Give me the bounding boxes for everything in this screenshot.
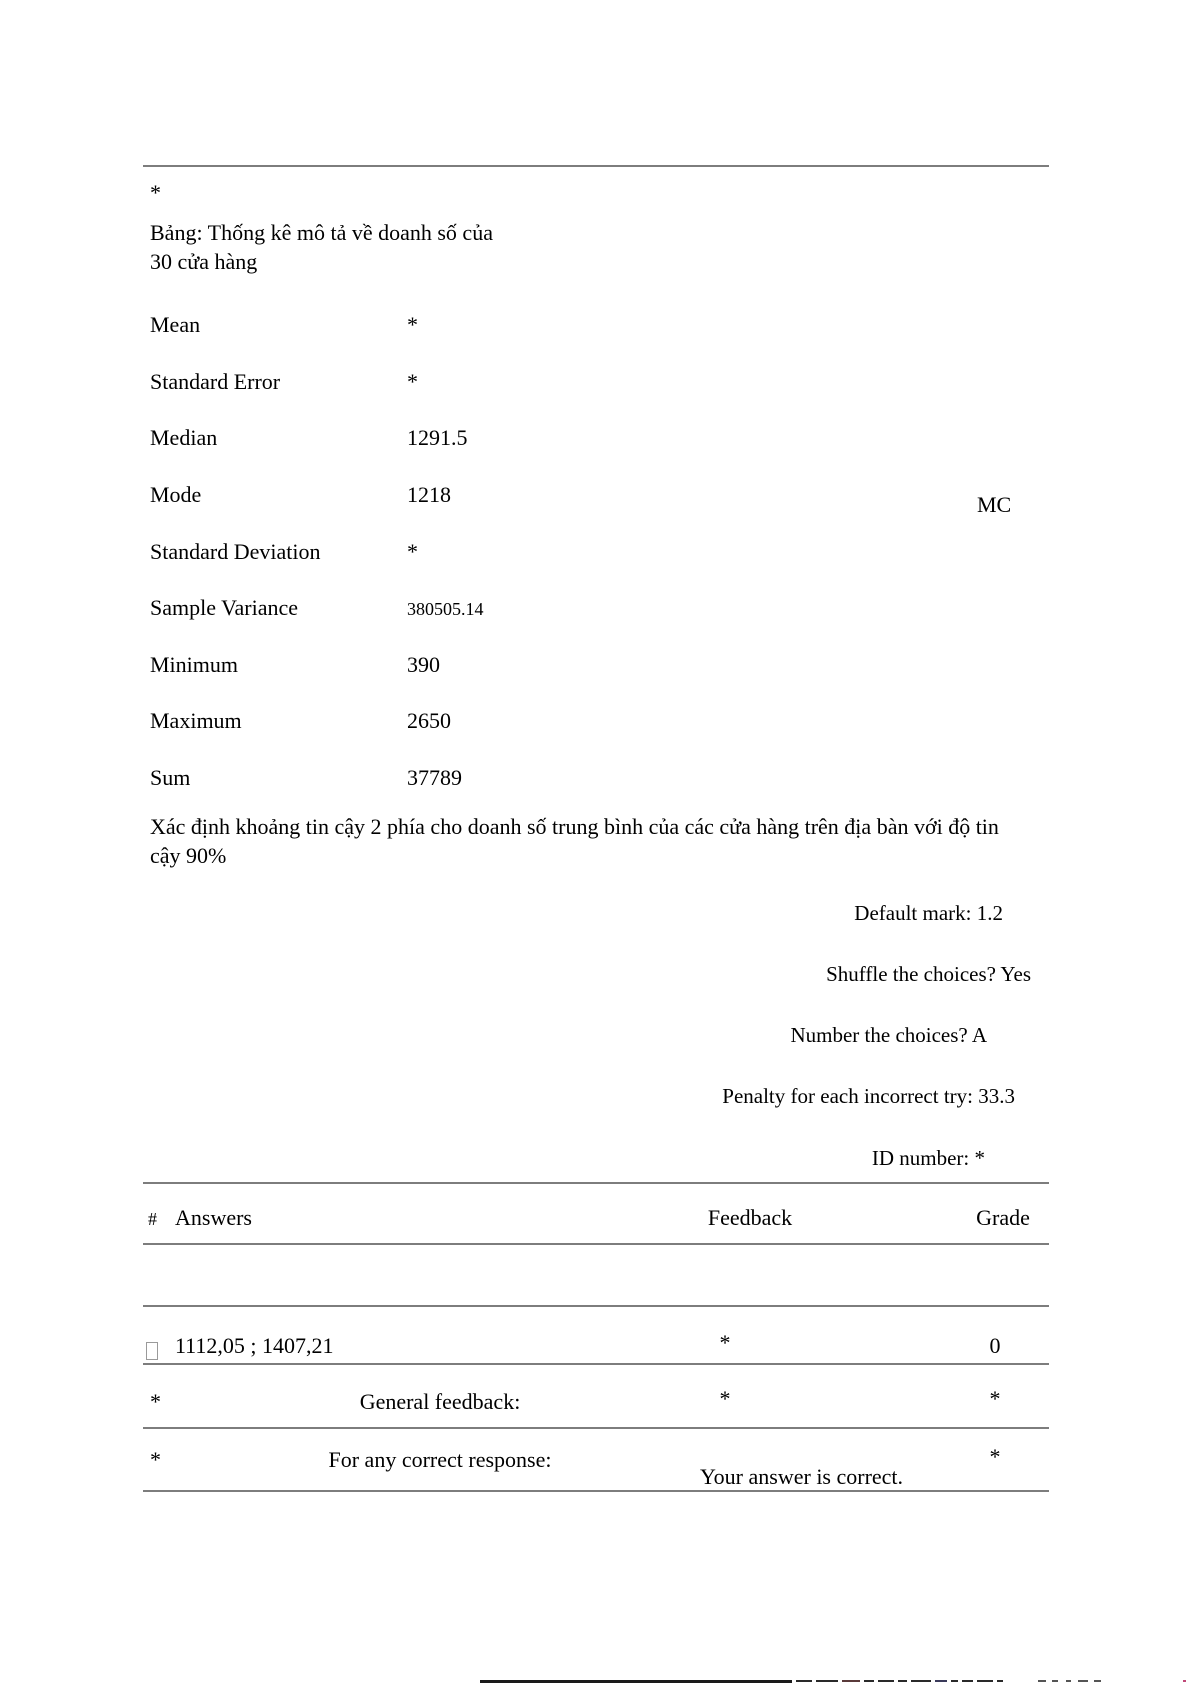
answers-table-divider bbox=[143, 1490, 1049, 1492]
setting-id-number: ID number: * bbox=[871, 1146, 985, 1170]
table-caption-line2: 30 cửa hàng bbox=[150, 249, 258, 274]
stat-value: 2650 bbox=[407, 708, 451, 733]
question-text-line2: cậy 90% bbox=[150, 843, 227, 868]
missing-glyph-box bbox=[146, 1342, 158, 1360]
header-feedback: Feedback bbox=[707, 1205, 793, 1230]
stat-label: Sample Variance bbox=[150, 595, 299, 620]
stat-value: 1218 bbox=[407, 482, 451, 507]
top-divider bbox=[143, 165, 1049, 167]
stat-value: 1291.5 bbox=[407, 425, 468, 450]
stat-value: * bbox=[407, 369, 418, 394]
setting-shuffle-choices: Shuffle the choices? Yes bbox=[826, 962, 1031, 986]
stat-label: Mean bbox=[150, 312, 201, 337]
header-grade: Grade bbox=[976, 1205, 1030, 1230]
question-text bbox=[150, 812, 1070, 870]
stat-value: 37789 bbox=[407, 765, 462, 790]
answers-table-divider bbox=[143, 1305, 1049, 1307]
answers-table-divider bbox=[143, 1363, 1049, 1365]
answers-table-divider bbox=[143, 1243, 1049, 1245]
setting-default-mark: Default mark: 1.2 bbox=[854, 901, 1003, 925]
question-text-line1: Xác định khoảng tin cậy 2 phía cho doanh số trung bình của các cửa hàng trên địa bàn với độ tin bbox=[150, 814, 999, 839]
stat-label: Standard Error bbox=[150, 369, 281, 394]
stat-label: Standard Deviation bbox=[150, 539, 321, 564]
header-answers: Answers bbox=[175, 1205, 252, 1230]
stat-value: * bbox=[407, 539, 418, 564]
row-left-marker: * bbox=[150, 1447, 161, 1472]
stat-label: Mode bbox=[150, 482, 202, 507]
table-caption bbox=[150, 218, 493, 276]
question-type-badge: MC bbox=[977, 492, 1012, 517]
stat-value: 390 bbox=[407, 652, 440, 677]
answer-value: 1112,05 ; 1407,21 bbox=[175, 1333, 334, 1358]
general-feedback-value: * bbox=[719, 1386, 731, 1411]
general-feedback-label: General feedback: bbox=[359, 1389, 521, 1414]
stat-value: * bbox=[407, 312, 418, 337]
correct-response-grade: * bbox=[989, 1444, 1001, 1469]
correct-response-feedback: Your answer is correct. bbox=[700, 1464, 904, 1489]
answers-table-divider bbox=[143, 1427, 1049, 1429]
answer-grade: 0 bbox=[989, 1333, 1001, 1358]
stat-label: Minimum bbox=[150, 652, 239, 677]
answer-feedback: * bbox=[719, 1330, 731, 1355]
correct-response-label: For any correct response: bbox=[328, 1447, 552, 1472]
stat-label: Median bbox=[150, 425, 218, 450]
setting-penalty: Penalty for each incorrect try: 33.3 bbox=[722, 1084, 1015, 1108]
row-left-marker: * bbox=[150, 1389, 161, 1414]
general-feedback-grade: * bbox=[989, 1386, 1001, 1411]
setting-number-choices: Number the choices? A bbox=[790, 1023, 987, 1047]
table-caption-line1: Bảng: Thống kê mô tả về doanh số của bbox=[150, 220, 493, 245]
stat-label: Maximum bbox=[150, 708, 242, 733]
stat-label: Sum bbox=[150, 765, 191, 790]
question-name-placeholder: * bbox=[150, 180, 161, 205]
answers-table-divider bbox=[143, 1182, 1049, 1184]
stat-value: 380505.14 bbox=[407, 599, 484, 619]
header-num: # bbox=[148, 1209, 157, 1229]
